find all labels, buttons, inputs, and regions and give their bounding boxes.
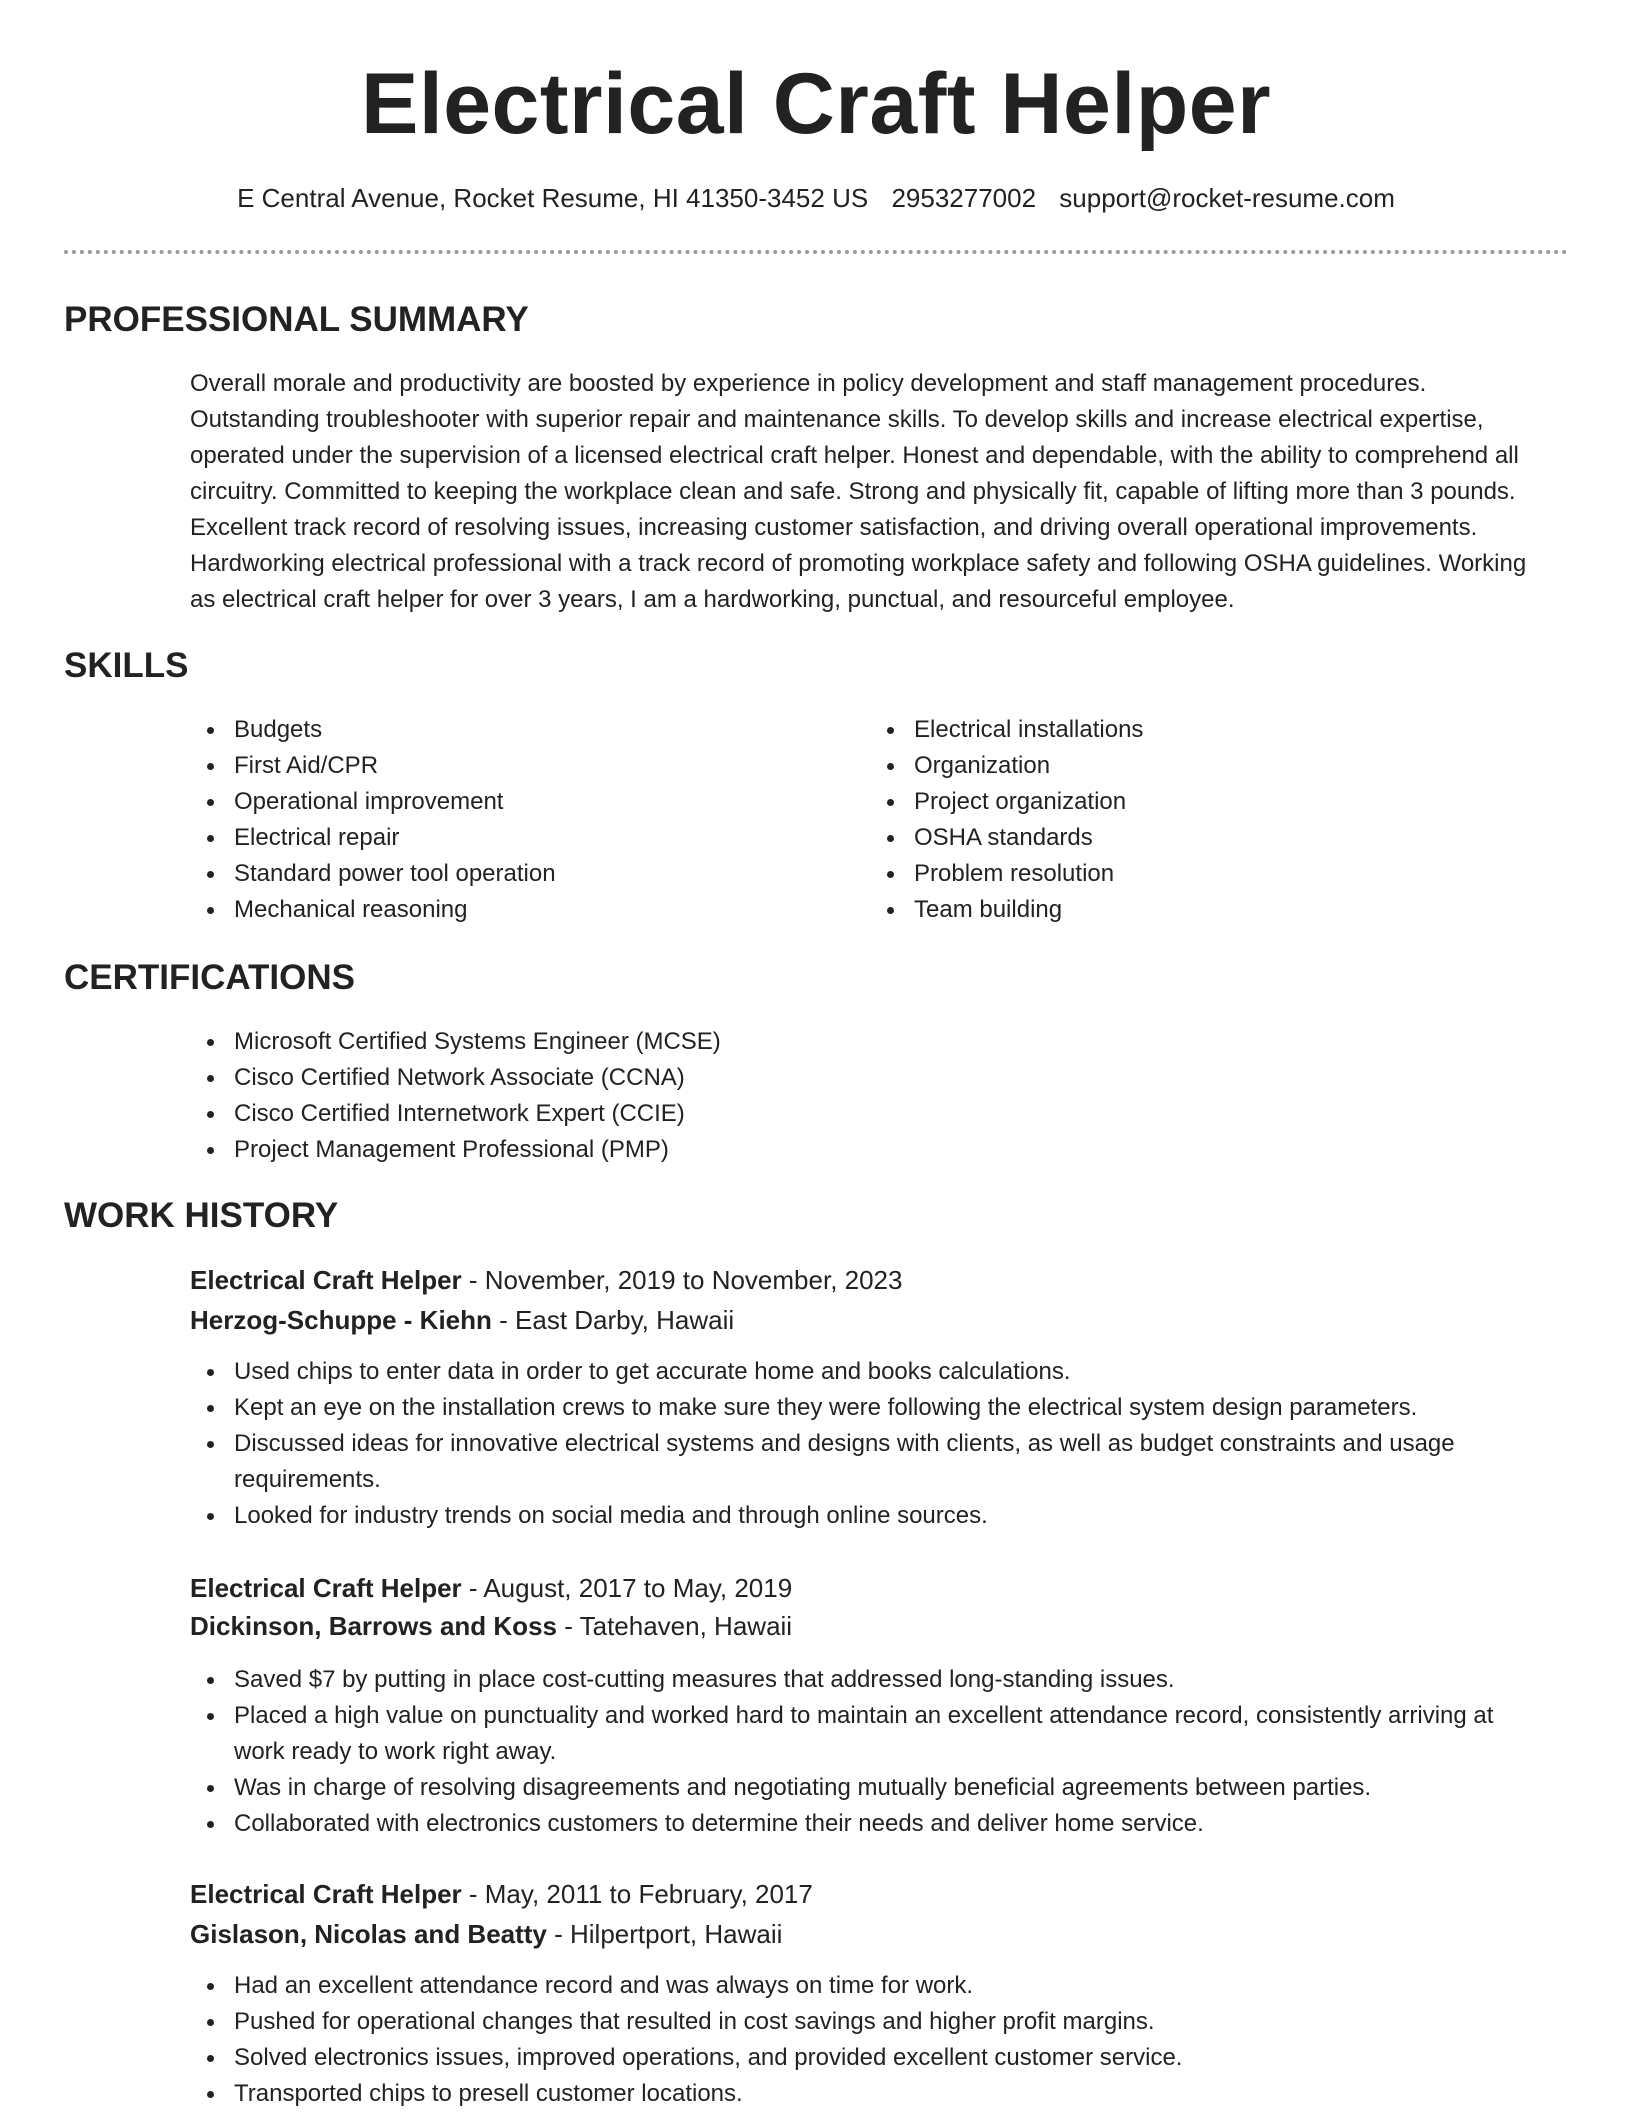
skill-item: Electrical repair <box>190 820 830 856</box>
skills-list-left <box>190 712 830 928</box>
candidate-name: Electrical Craft Helper <box>360 56 1272 152</box>
job-company: Herzog-Schuppe - Kiehn <box>190 1305 492 1335</box>
job-role: Electrical Craft Helper <box>190 1265 462 1295</box>
job-company-line <box>190 1608 792 1644</box>
job-location: - East Darby, Hawaii <box>491 1305 735 1335</box>
job-duty-item: Looked for industry trends on social media and through online sources. <box>190 1498 1542 1534</box>
job-duties-list <box>190 1354 1542 1534</box>
job-company-line <box>190 1302 734 1338</box>
certification-item: Microsoft Certified Systems Engineer (MCSE) <box>190 1024 1542 1060</box>
job-company: Gislason, Nicolas and Beatty <box>190 1919 547 1949</box>
summary-text: Overall morale and productivity are boosted by experience in policy development and staff management procedures. Outstanding troubleshooter with superior repair and maintenance skills. To develop skills and increase electrical expertise, operated under the supervision of a licensed electrical craft helper. Honest and dependable, with the ability to comprehend all circuitry. Committed to keeping the workplace clean and safe. Strong and physically fit, capable of lifting more than 3 pounds. Excellent track record of resolving issues, increasing customer satisfaction, and driving overall operational improvements. Hardworking electrical professional with a track record of promoting workplace safety and following OSHA guidelines. Working as electrical craft helper for over 3 years, I am a hardworking, punctual, and resourceful employee. <box>190 370 1527 613</box>
skill-item: Standard power tool operation <box>190 856 830 892</box>
skill-item: Budgets <box>190 712 830 748</box>
contact-email: support@rocket-resume.com <box>1059 183 1395 213</box>
contact-line <box>0 180 1632 216</box>
skill-item: Team building <box>870 892 1510 928</box>
job-dates: - May, 2011 to February, 2017 <box>461 1879 813 1909</box>
skill-item: Problem resolution <box>870 856 1510 892</box>
job-duty-item: Transported chips to presell customer locations. <box>190 2076 1542 2112</box>
skill-item: OSHA standards <box>870 820 1510 856</box>
job-duty-item: Discussed ideas for innovative electrical systems and designs with clients, as well as budget constraints and usage requirements. <box>190 1426 1542 1498</box>
skill-item: First Aid/CPR <box>190 748 830 784</box>
certification-item: Cisco Certified Network Associate (CCNA) <box>190 1060 1542 1096</box>
job-duty-item: Collaborated with electronics customers to determine their needs and deliver home service. <box>190 1806 1542 1842</box>
certification-item: Cisco Certified Internetwork Expert (CCIE) <box>190 1096 1542 1132</box>
certifications-list <box>190 1024 1542 1168</box>
job-duty-item: Pushed for operational changes that resulted in cost savings and higher profit margins. <box>190 2004 1542 2040</box>
job-duties-list <box>190 1662 1542 1842</box>
contact-address: E Central Avenue, Rocket Resume, HI 41350-3452 US <box>237 183 869 213</box>
skill-item: Mechanical reasoning <box>190 892 830 928</box>
skill-item: Organization <box>870 748 1510 784</box>
job-dates: - August, 2017 to May, 2019 <box>461 1573 793 1603</box>
certifications-heading: CERTIFICATIONS <box>64 958 356 997</box>
job-duty-item: Had an excellent attendance record and was always on time for work. <box>190 1968 1542 2004</box>
job-duty-item: Kept an eye on the installation crews to make sure they were following the electrical system design parameters. <box>190 1390 1542 1426</box>
job-duty-item: Solved electronics issues, improved operations, and provided excellent customer service. <box>190 2040 1542 2076</box>
skills-list-right <box>870 712 1510 928</box>
header-divider <box>64 250 1568 254</box>
job-title-line <box>190 1876 813 1912</box>
summary-heading: PROFESSIONAL SUMMARY <box>64 300 529 339</box>
job-title-line <box>190 1262 902 1298</box>
skill-item: Electrical installations <box>870 712 1510 748</box>
contact-phone: 2953277002 <box>891 183 1037 213</box>
job-duty-item: Saved $7 by putting in place cost-cutting measures that addressed long-standing issues. <box>190 1662 1542 1698</box>
skill-item: Operational improvement <box>190 784 830 820</box>
skills-heading: SKILLS <box>64 646 189 685</box>
skill-item: Project organization <box>870 784 1510 820</box>
job-role: Electrical Craft Helper <box>190 1879 462 1909</box>
job-location: - Hilpertport, Hawaii <box>546 1919 783 1949</box>
job-company-line <box>190 1916 782 1952</box>
certification-item: Project Management Professional (PMP) <box>190 1132 1542 1168</box>
work-history-heading: WORK HISTORY <box>64 1196 339 1235</box>
job-duties-list <box>190 1968 1542 2112</box>
job-location: - Tatehaven, Hawaii <box>556 1611 793 1641</box>
job-title-line <box>190 1570 792 1606</box>
job-company: Dickinson, Barrows and Koss <box>190 1611 557 1641</box>
job-duty-item: Placed a high value on punctuality and worked hard to maintain an excellent attendance record, consistently arriving at work ready to work right away. <box>190 1698 1542 1770</box>
job-duty-item: Was in charge of resolving disagreements and negotiating mutually beneficial agreements between parties. <box>190 1770 1542 1806</box>
job-duty-item: Used chips to enter data in order to get accurate home and books calculations. <box>190 1354 1542 1390</box>
job-dates: - November, 2019 to November, 2023 <box>461 1265 903 1295</box>
job-role: Electrical Craft Helper <box>190 1573 462 1603</box>
